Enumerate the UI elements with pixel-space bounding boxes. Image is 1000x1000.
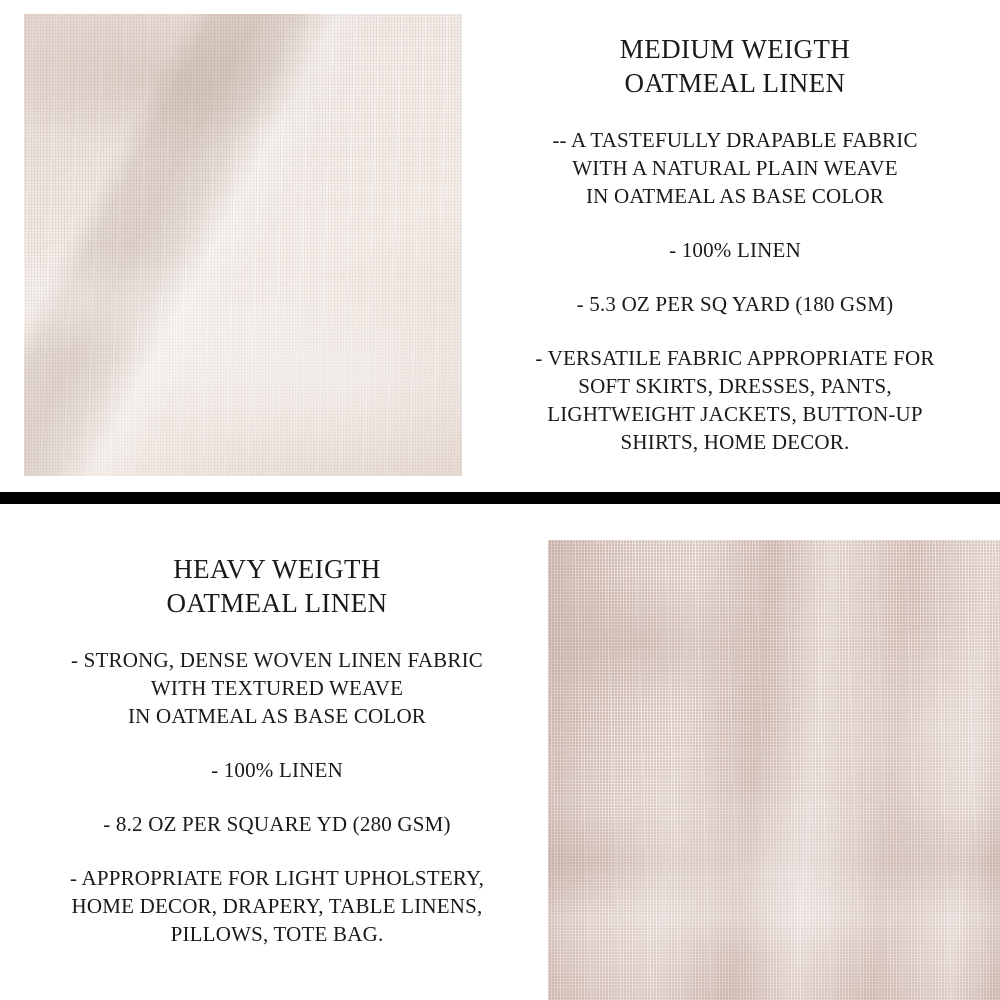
heavy-weight-text-block <box>10 552 544 948</box>
description-line-3: IN OATMEAL AS BASE COLOR <box>127 704 427 728</box>
medium-weight-fabric-image <box>24 14 462 476</box>
uses-line-3: LIGHTWEIGHT JACKETS, BUTTON-UP <box>547 402 923 426</box>
description-line-2: WITH TEXTURED WEAVE <box>150 676 404 700</box>
medium-weight-description <box>480 126 990 210</box>
uses-line-2: SOFT SKIRTS, DRESSES, PANTS, <box>578 374 892 398</box>
section-divider <box>0 492 1000 504</box>
composition-line: - 100% LINEN <box>669 238 801 262</box>
title-line-2: OATMEAL LINEN <box>624 68 846 98</box>
medium-weight-weight <box>480 290 990 318</box>
heavy-weight-fabric-image <box>548 540 1000 1000</box>
composition-line: - 100% LINEN <box>211 758 343 782</box>
heavy-weight-title <box>10 552 544 620</box>
medium-weight-text-block <box>480 32 990 456</box>
uses-line-4: SHIRTS, HOME DECOR. <box>620 430 850 454</box>
medium-weight-composition <box>480 236 990 264</box>
description-line-1: -- A TASTEFULLY DRAPABLE FABRIC <box>552 128 918 152</box>
uses-line-2: HOME DECOR, DRAPERY, TABLE LINENS, <box>71 894 483 918</box>
heavy-weight-description <box>10 646 544 730</box>
uses-line-1: - VERSATILE FABRIC APPROPRIATE FOR <box>535 346 935 370</box>
fabric-texture-medium <box>24 14 462 476</box>
title-line-1: HEAVY WEIGTH <box>173 554 381 584</box>
uses-line-1: - APPROPRIATE FOR LIGHT UPHOLSTERY, <box>69 866 485 890</box>
medium-weight-panel <box>0 0 1000 492</box>
fabric-texture-heavy <box>548 540 1000 1000</box>
heavy-weight-weight <box>10 810 544 838</box>
weight-line: - 8.2 OZ PER SQUARE YD (280 GSM) <box>103 812 451 836</box>
description-line-1: - STRONG, DENSE WOVEN LINEN FABRIC <box>70 648 483 672</box>
medium-weight-title <box>480 32 990 100</box>
heavy-weight-uses <box>10 864 544 948</box>
title-line-1: MEDIUM WEIGTH <box>619 34 851 64</box>
uses-line-3: PILLOWS, TOTE BAG. <box>170 922 384 946</box>
description-line-2: WITH A NATURAL PLAIN WEAVE <box>572 156 898 180</box>
weight-line: - 5.3 OZ PER SQ YARD (180 GSM) <box>576 292 894 316</box>
medium-weight-uses <box>480 344 990 456</box>
heavy-weight-panel <box>0 504 1000 1000</box>
heavy-weight-composition <box>10 756 544 784</box>
title-line-2: OATMEAL LINEN <box>166 588 388 618</box>
description-line-3: IN OATMEAL AS BASE COLOR <box>585 184 885 208</box>
